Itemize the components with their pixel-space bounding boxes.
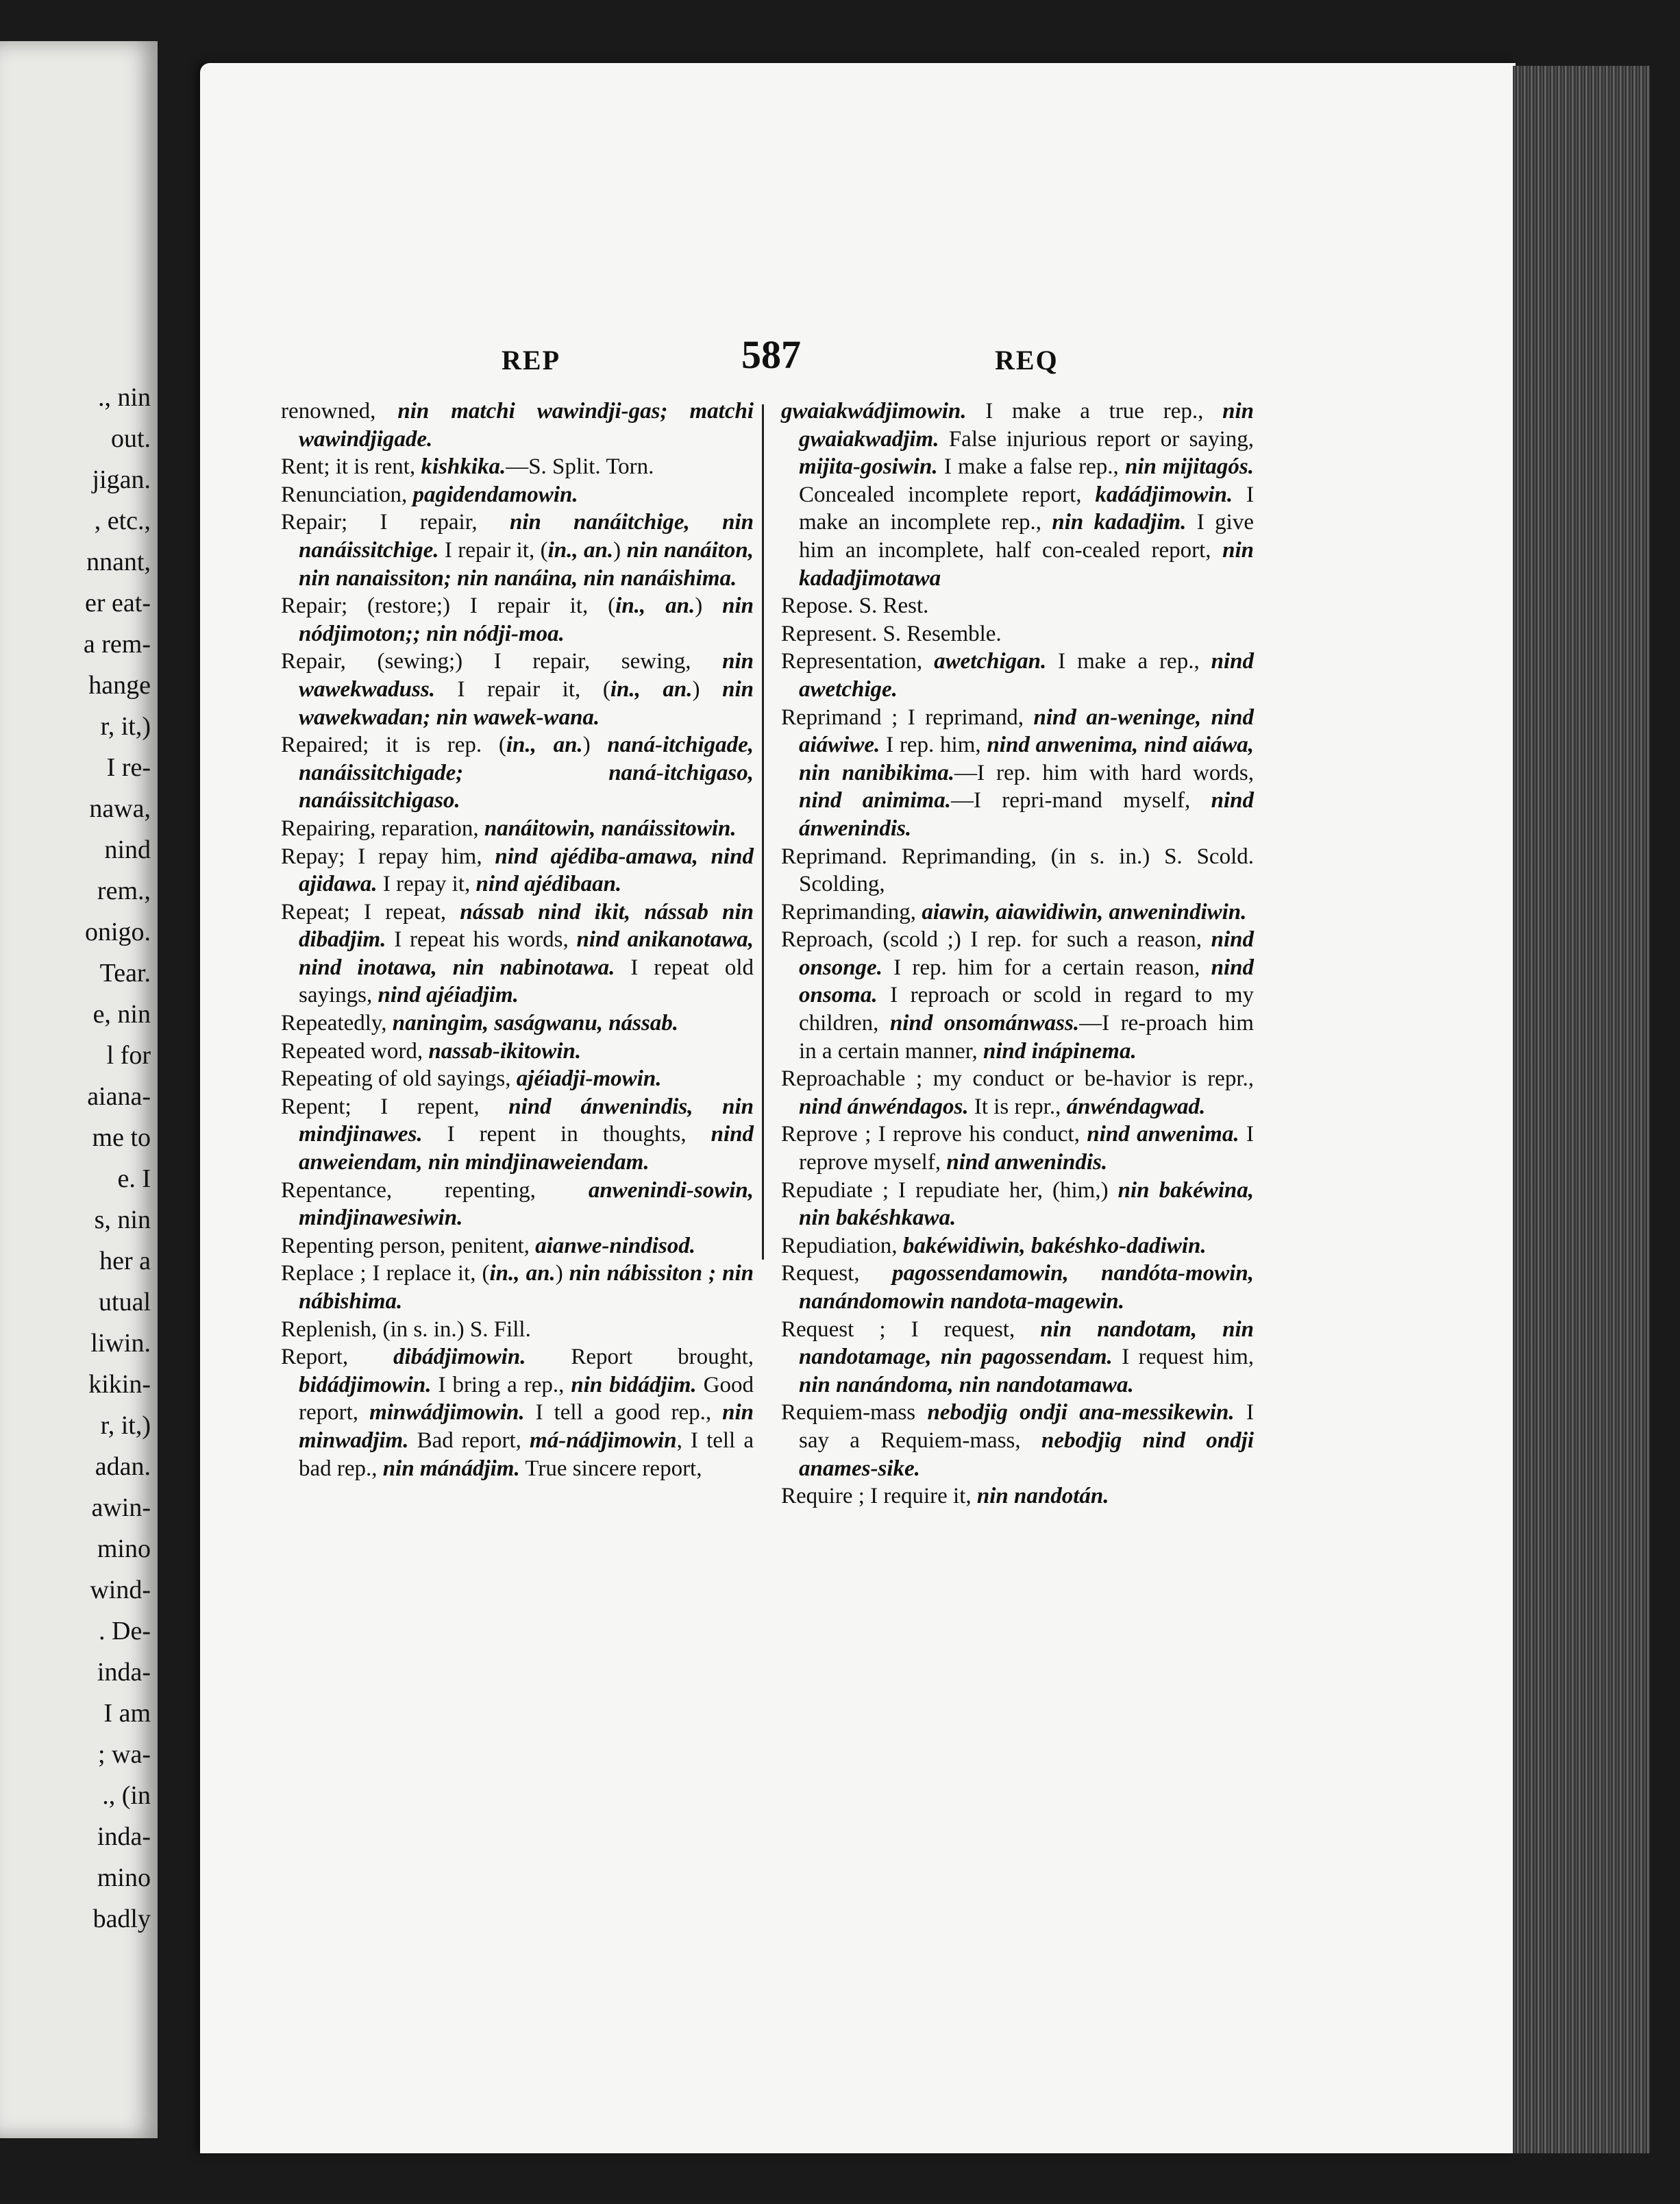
facing-page-line: hange bbox=[88, 671, 151, 700]
dictionary-entry: Renunciation, pagidendamowin. bbox=[281, 482, 578, 507]
facing-page-line: nawa, bbox=[89, 794, 151, 823]
dictionary-entry: Request ; I request, nin nandotam, nin nandotamage, nin pagossendam. I request him, nin nanándoma, nin nandotamawa. bbox=[781, 1317, 1255, 1397]
facing-page-line: r, it,) bbox=[100, 712, 151, 741]
facing-page-line: nnant, bbox=[86, 548, 151, 576]
dictionary-entry: Repenting person, penitent, aianwe-nindisod. bbox=[281, 1233, 695, 1258]
dictionary-entry: Request, pagossendamowin, nandóta-mowin, nanándomowin nandota-magewin. bbox=[781, 1261, 1254, 1314]
facing-page-line: I am bbox=[103, 1699, 151, 1728]
facing-page-line: her a bbox=[99, 1247, 151, 1275]
facing-page-line: inda- bbox=[97, 1822, 151, 1851]
facing-page-line: utual bbox=[99, 1288, 151, 1317]
facing-page-line: liwin. bbox=[90, 1329, 151, 1358]
facing-page-line: ., nin bbox=[97, 383, 151, 412]
dictionary-entry: Reprimand. Reprimanding, (in s. in.) S. Scold. Scolding, bbox=[781, 844, 1254, 897]
dictionary-entry: Repair; (restore;) I repair it, (in., an.) nin nódjimoton;; nin nódji-moa. bbox=[281, 593, 754, 646]
dictionary-entry: Requiem-mass nebodjig ondji ana-messikewin. I say a Requiem-mass, nebodjig nind ondji anames-sike. bbox=[781, 1400, 1254, 1481]
facing-page-line: onigo. bbox=[84, 918, 151, 946]
facing-page-line: Tear. bbox=[99, 959, 151, 988]
dictionary-entry: Reproach, (scold ;) I rep. for such a reason, nind onsonge. I rep. him for a certain reason, nind onsoma. I reproach or scold in regard to my children, nind onsománwass.—I re-proach him in a certain manner, nind inápinema. bbox=[781, 927, 1254, 1064]
dictionary-entry: Repaired; it is rep. (in., an.) naná-itchigade, nanáissitchigade; naná-itchigaso, nanáissitchigaso. bbox=[281, 733, 754, 813]
page-edges bbox=[1513, 66, 1650, 2153]
dictionary-entry: Repentance, repenting, anwenindi-sowin, mindjinawesiwin. bbox=[281, 1177, 754, 1231]
facing-page-line: s, nin bbox=[94, 1205, 151, 1234]
dictionary-entry: Reprimanding, aiawin, aiawidiwin, anwenindiwin. bbox=[781, 899, 1247, 925]
dictionary-entry: Represent. S. Resemble. bbox=[781, 621, 1002, 646]
dictionary-entry: Repudiate ; I repudiate her, (him,) nin bakéwina, nin bakéshkawa. bbox=[781, 1177, 1254, 1231]
dictionary-entry: Replace ; I replace it, (in., an.) nin nábissiton ; nin nábishima. bbox=[281, 1261, 754, 1314]
facing-page-line: nind bbox=[104, 835, 151, 864]
dictionary-entry: gwaiakwádjimowin. I make a true rep., nin gwaiakwadjim. False injurious report or saying, mijita-gosiwin. I make a false rep., nin mijitagós. Concealed incomplete report, kadádjimowin. I make an incomplete rep., nin kadadjim. I give him an incomplete, half con-cealed report, nin kadadjimotawa bbox=[781, 399, 1254, 591]
facing-page-line: awin- bbox=[91, 1493, 151, 1522]
dictionary-page bbox=[200, 63, 1516, 2153]
facing-page-line: aiana- bbox=[87, 1082, 151, 1111]
facing-page-line: . De- bbox=[99, 1617, 151, 1645]
left-column bbox=[281, 397, 754, 1482]
facing-page-line: e, nin bbox=[92, 1000, 151, 1029]
dictionary-entry: Repeating of old sayings, ajéiadji-mowin. bbox=[281, 1066, 662, 1092]
facing-page-line: er eat- bbox=[85, 589, 151, 617]
facing-page-line: a rem- bbox=[83, 630, 151, 659]
facing-page-line: inda- bbox=[97, 1658, 151, 1687]
page-number: 587 bbox=[741, 332, 801, 377]
facing-page-line: me to bbox=[92, 1123, 151, 1152]
dictionary-entry: Representation, awetchigan. I make a rep., nind awetchige. bbox=[781, 649, 1254, 702]
dictionary-entry: Repair; I repair, nin nanáitchige, nin nanáissitchige. I repair it, (in., an.) nin nanáiton, nin nanaissiton; nin nanáina, nin nanáishima. bbox=[281, 510, 754, 591]
dictionary-entry: Repeated word, nassab-ikitowin. bbox=[281, 1038, 582, 1064]
header-right-guide-word: REQ bbox=[995, 345, 1059, 376]
header-left-guide-word: REP bbox=[502, 345, 560, 376]
dictionary-entry: Repeatedly, naningim, saságwanu, nássab. bbox=[281, 1011, 679, 1036]
dictionary-entry: Repair, (sewing;) I repair, sewing, nin wawekwaduss. I repair it, (in., an.) nin wawekwadan; nin wawek-wana. bbox=[281, 649, 754, 730]
facing-page-line: badly bbox=[92, 1905, 151, 1933]
facing-page-line: adan. bbox=[95, 1452, 151, 1481]
facing-page-line: I re- bbox=[106, 753, 151, 782]
column-divider bbox=[762, 404, 764, 1260]
dictionary-entry: Repudiation, bakéwidiwin, bakéshko-dadiwin. bbox=[781, 1233, 1207, 1258]
facing-page-fragment bbox=[0, 41, 158, 2138]
facing-page-line: out. bbox=[110, 424, 151, 453]
facing-page-line: rem., bbox=[97, 877, 151, 905]
dictionary-entry: renowned, nin matchi wawindji-gas; matchi wawindjigade. bbox=[281, 399, 754, 452]
facing-page-line: , etc., bbox=[94, 506, 151, 535]
dictionary-entry: Replenish, (in s. in.) S. Fill. bbox=[281, 1317, 531, 1342]
dictionary-entry: Repairing, reparation, nanáitowin, nanáissitowin. bbox=[281, 816, 737, 841]
dictionary-entry: Reproachable ; my conduct or be-havior is repr., nind ánwéndagos. It is repr., ánwéndagwad. bbox=[781, 1066, 1254, 1119]
dictionary-entry: Reprove ; I reprove his conduct, nind anwenima. I reprove myself, nind anwenindis. bbox=[781, 1122, 1255, 1175]
dictionary-entry: Repay; I repay him, nind ajédiba-amawa, nind ajidawa. I repay it, nind ajédibaan. bbox=[281, 844, 754, 897]
facing-page-line: kikin- bbox=[88, 1370, 151, 1399]
facing-page-line: r, it,) bbox=[100, 1411, 151, 1440]
facing-page-line: jigan. bbox=[92, 465, 151, 494]
facing-page-line: l for bbox=[106, 1041, 151, 1070]
dictionary-entry: Rent; it is rent, kishkika.—S. Split. Torn. bbox=[281, 454, 654, 480]
right-column bbox=[781, 397, 1254, 1510]
facing-page-line: mino bbox=[97, 1534, 151, 1563]
facing-page-line: ; wa- bbox=[97, 1740, 151, 1769]
dictionary-entry: Require ; I require it, nin nandotán. bbox=[781, 1484, 1109, 1509]
dictionary-entry: Reprimand ; I reprimand, nind an-weninge, nind aiáwiwe. I rep. him, nind anwenima, nind aiáwa, nin nanibikima.—I rep. him with hard words, nind animima.—I repri-mand myself, nind ánwenindis. bbox=[781, 705, 1254, 841]
facing-page-line: ., (in bbox=[102, 1781, 151, 1810]
dictionary-entry: Report, dibádjimowin. Report brought, bidádjimowin. I bring a rep., nin bidádjim. Good report, minwádjimowin. I tell a good rep., nin minwadjim. Bad report, má-nádjimowin, I tell a bad rep., nin mánádjim. True sincere report, bbox=[281, 1345, 754, 1481]
facing-page-line: mino bbox=[97, 1863, 151, 1892]
dictionary-entry: Repent; I repent, nind ánwenindis, nin mindjinawes. I repent in thoughts, nind anweiendam, nin mindjinaweiendam. bbox=[281, 1094, 754, 1175]
dictionary-entry: Repeat; I repeat, nássab nind ikit, nássab nin dibadjim. I repeat his words, nind anikanotawa, nind inotawa, nin nabinotawa. I repeat old sayings, nind ajéiadjim. bbox=[281, 899, 754, 1008]
facing-page-line: e. I bbox=[117, 1164, 151, 1193]
facing-page-line: wind- bbox=[90, 1576, 151, 1604]
dictionary-entry: Repose. S. Rest. bbox=[781, 593, 929, 619]
